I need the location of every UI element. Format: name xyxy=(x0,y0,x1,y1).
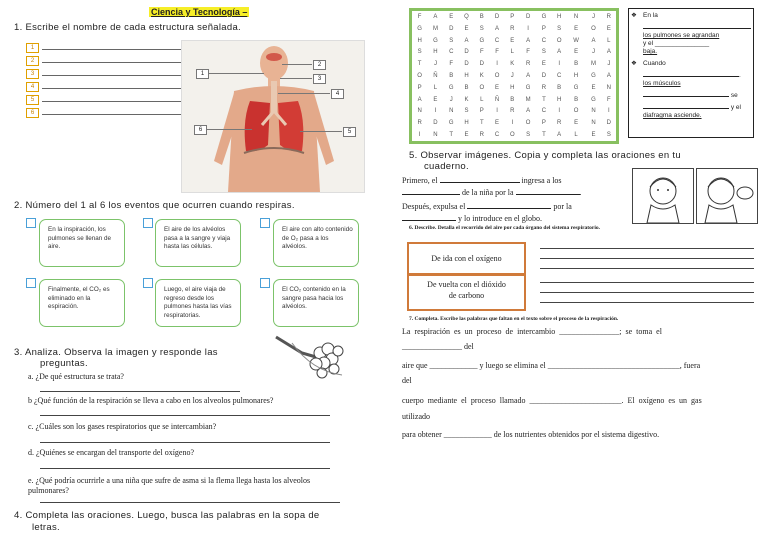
answer-line-3d[interactable] xyxy=(40,468,330,469)
word-search-letter[interactable]: R xyxy=(541,84,547,91)
note-text: En la xyxy=(643,12,658,19)
word-search-letter[interactable]: S xyxy=(526,132,531,139)
order-checkbox-1[interactable] xyxy=(26,218,36,228)
word-search-letter[interactable]: I xyxy=(434,108,437,115)
word-search-letter[interactable]: E xyxy=(510,37,515,44)
answer-line-3a[interactable] xyxy=(40,391,240,392)
word-search-letter[interactable]: I xyxy=(608,108,610,115)
label-1: 1 xyxy=(196,69,209,79)
note-text: se xyxy=(730,92,738,99)
word-search-letter[interactable]: E xyxy=(574,120,579,127)
number-badge: 4 xyxy=(26,82,39,92)
word-search-letter[interactable]: D xyxy=(525,13,531,20)
word-search-letter[interactable]: K xyxy=(464,96,469,103)
question-5-prompt-cont: cuaderno. xyxy=(424,161,469,172)
diamond-bullet-icon: ❖ xyxy=(631,60,637,67)
word-search-letter[interactable]: I xyxy=(418,132,421,139)
word-search-letter[interactable]: K xyxy=(479,72,484,79)
word-search-row xyxy=(412,129,616,141)
word-search-letter[interactable]: O xyxy=(509,132,515,139)
word-search-letter[interactable]: I xyxy=(496,61,498,68)
word-search-letter[interactable]: S xyxy=(417,49,422,56)
word-search-row xyxy=(412,58,616,70)
word-search-letter[interactable]: E xyxy=(433,96,438,103)
word-search-letter[interactable]: O xyxy=(556,37,562,44)
word-search-letter[interactable]: N xyxy=(591,120,596,127)
word-search-letter[interactable]: F xyxy=(526,49,530,56)
word-search-letter[interactable]: W xyxy=(573,37,579,44)
word-search-letter[interactable]: N xyxy=(591,108,596,115)
answer-line-6-3[interactable] xyxy=(540,268,754,269)
word-search-letter[interactable]: I xyxy=(558,108,561,115)
word-search-letter[interactable]: H xyxy=(510,84,515,91)
word-search-letter[interactable]: B xyxy=(574,61,579,68)
event-card-3: El aire con alto contenido de O₂ pasa a los alvéolos. xyxy=(273,219,359,267)
word-search-letter[interactable]: B xyxy=(557,84,562,91)
word-search-letter[interactable]: R xyxy=(510,108,515,115)
word-search-letter[interactable]: D xyxy=(494,13,500,20)
word-search-letter[interactable]: H xyxy=(573,72,579,79)
word-search-letter[interactable]: E xyxy=(464,25,469,32)
word-search-letter[interactable]: J xyxy=(433,61,437,68)
word-search-letter[interactable]: M xyxy=(525,96,531,103)
word-search-letter[interactable]: R xyxy=(479,132,484,139)
word-search-letter[interactable]: B xyxy=(574,96,579,103)
order-checkbox-6[interactable] xyxy=(260,278,270,288)
question-3b: b ¿Qué función de la respiración se lleva a cabo en los alveolos pulmonares? xyxy=(28,396,274,405)
number-badge: 1 xyxy=(26,43,39,53)
word-search-letter[interactable]: T xyxy=(542,96,546,103)
word-search-letter[interactable]: R xyxy=(525,61,531,68)
label-2: 2 xyxy=(313,60,326,70)
word-search-letter[interactable]: N xyxy=(449,108,454,115)
word-search-letter[interactable]: P xyxy=(417,84,422,91)
sentence-2b xyxy=(402,214,542,223)
word-search-letter[interactable]: G xyxy=(433,37,438,44)
word-search-letter[interactable]: D xyxy=(606,120,612,127)
answer-list-q1 xyxy=(26,43,186,123)
word-search-row xyxy=(412,11,616,23)
word-search-letter[interactable]: R xyxy=(606,13,612,20)
word-search-row xyxy=(412,94,616,106)
word-search-letter[interactable]: J xyxy=(592,49,596,56)
box-text: de carbono xyxy=(448,291,485,300)
answer-line-6-6[interactable] xyxy=(540,302,754,303)
word-search-letter[interactable]: A xyxy=(557,49,562,56)
word-search-letter[interactable]: G xyxy=(541,13,547,20)
sentence-text: Después, expulsa el xyxy=(402,202,466,211)
question-3-prompt: 3. Analiza. Observa la imagen y responde las xyxy=(14,347,218,358)
word-search-letter[interactable]: J xyxy=(449,96,453,103)
order-checkbox-5[interactable] xyxy=(143,278,153,288)
word-search-letter[interactable]: E xyxy=(591,84,596,91)
word-search-letter[interactable]: Ñ xyxy=(433,72,438,79)
word-search-letter[interactable]: F xyxy=(495,49,499,56)
question-4-prompt: 4. Completa las oraciones. Luego, busca las palabras en la sopa de xyxy=(14,510,320,521)
word-search-letter[interactable]: A xyxy=(495,25,500,32)
word-search-letter[interactable]: E xyxy=(495,120,500,127)
number-badge: 3 xyxy=(26,69,39,79)
word-search-letter[interactable]: I xyxy=(511,120,514,127)
question-3d: d. ¿Quiénes se encargan del transporte del oxígeno? xyxy=(28,448,195,457)
word-search-letter[interactable]: E xyxy=(606,25,611,32)
sentence-text: por la xyxy=(553,202,572,211)
word-search-letter[interactable]: T xyxy=(449,132,454,139)
word-search-letter[interactable]: S xyxy=(479,25,484,32)
order-checkbox-2[interactable] xyxy=(143,218,153,228)
human-torso-icon xyxy=(182,41,364,192)
blank-line[interactable] xyxy=(402,220,456,221)
number-badge: 5 xyxy=(26,95,39,105)
word-search-letter[interactable]: G xyxy=(448,84,454,91)
word-search-letter[interactable]: C xyxy=(541,108,547,115)
word-search-letter[interactable]: P xyxy=(541,120,546,127)
word-search-letter[interactable]: G xyxy=(448,120,454,127)
event-card-1: En la inspiración, los pulmones se llenan de aire. xyxy=(39,219,125,267)
word-search-letter[interactable]: S xyxy=(606,132,611,139)
word-search-letter[interactable]: A xyxy=(433,13,438,20)
blank-line[interactable] xyxy=(643,100,729,109)
answer-line-3b[interactable] xyxy=(40,415,330,416)
word-search-letter[interactable]: D xyxy=(541,72,547,79)
sentence-text: Primero, el xyxy=(402,176,438,185)
event-card-5: Luego, el aire viaja de regreso desde los pulmones hasta las vías respiratorias. xyxy=(155,279,241,327)
word-search-letter[interactable]: J xyxy=(510,72,514,79)
note-text: diafragma asciende. xyxy=(643,112,702,119)
order-checkbox-3[interactable] xyxy=(260,218,270,228)
answer-line-6-1[interactable] xyxy=(540,248,754,249)
fill-text-line-3[interactable]: aire que ____________ y luego se elimina el _________________________________, fuera xyxy=(402,361,701,370)
sentence-1a xyxy=(402,176,562,185)
word-search-letter[interactable]: Ñ xyxy=(494,96,500,103)
word-search-letter[interactable]: E xyxy=(449,13,454,20)
blank-line[interactable] xyxy=(643,88,729,97)
answer-row-6[interactable] xyxy=(26,108,186,118)
word-search-letter[interactable]: T xyxy=(417,61,422,68)
label-4: 4 xyxy=(331,89,344,99)
word-search-letter[interactable]: S xyxy=(541,49,546,56)
word-search-letter[interactable]: B xyxy=(464,84,469,91)
question-3c: c. ¿Cuáles son los gases respiratorios que se intercambian? xyxy=(28,422,217,431)
page-title: Ciencia y Tecnología – xyxy=(151,7,248,17)
number-badge: 6 xyxy=(26,108,39,118)
note-text: y el _______________ xyxy=(643,40,710,47)
word-search-letter[interactable]: P xyxy=(479,108,484,115)
question-2-prompt: 2. Número del 1 al 6 los eventos que ocurren cuando respiras. xyxy=(14,200,295,211)
word-search-letter[interactable]: P xyxy=(541,25,546,32)
girl-face-icon xyxy=(633,169,693,223)
question-3e-cont: pulmonares? xyxy=(28,486,69,495)
word-search-letter[interactable]: A xyxy=(526,37,531,44)
question-3e: e. ¿Qué podría ocurrirle a una niña que sufre de asma si la flema llega hasta los alveolos xyxy=(28,476,311,485)
word-search-letter[interactable]: N xyxy=(417,108,422,115)
sentence-2a xyxy=(402,202,572,211)
word-search-letter[interactable]: G xyxy=(525,84,531,91)
fill-text-line-2[interactable]: _______________ del xyxy=(402,342,474,351)
answer-row-1[interactable] xyxy=(26,43,186,53)
event-card-4: Finalmente, el CO₂ es eliminado en la espiración. xyxy=(39,279,125,327)
label-5: 5 xyxy=(343,127,356,137)
word-search-letter[interactable]: L xyxy=(433,84,438,91)
word-search-letter[interactable]: N xyxy=(606,84,612,91)
question-7-prompt: 7. Completa. Escribe las palabras que faltan en el texto sobre el proceso de la respiración. xyxy=(409,316,619,322)
order-checkbox-4[interactable] xyxy=(26,278,36,288)
blank-line[interactable] xyxy=(402,194,460,195)
word-search-letter[interactable]: H xyxy=(433,49,438,56)
fill-text-line-5[interactable]: cuerpo mediante el proceso llamado _______________________. El oxígeno es un gas xyxy=(402,396,702,405)
fill-text-line-1[interactable]: La respiración es un proceso de intercambio _______________; se toma el xyxy=(402,327,662,336)
word-search-letter[interactable]: H xyxy=(464,72,469,79)
word-search-letter[interactable]: M xyxy=(591,61,597,68)
blank-line[interactable] xyxy=(516,194,580,195)
question-1-prompt: 1. Escribe el nombre de cada estructura señalada. xyxy=(14,22,241,33)
breathing-notes-box xyxy=(628,8,754,138)
answer-row-4[interactable] xyxy=(26,82,186,92)
word-search-letter[interactable]: B xyxy=(449,72,454,79)
word-search-letter[interactable]: L xyxy=(574,132,578,139)
word-search-letter[interactable]: F xyxy=(417,13,422,20)
word-search-letter[interactable]: A xyxy=(417,96,422,103)
word-search-row xyxy=(412,82,616,94)
answer-row-3[interactable] xyxy=(26,69,186,79)
blank-line[interactable] xyxy=(467,208,551,209)
word-search-letter[interactable]: I xyxy=(558,61,561,68)
word-search-letter[interactable]: A xyxy=(526,72,531,79)
word-search-letter[interactable]: A xyxy=(606,49,611,56)
diamond-bullet-icon: ❖ xyxy=(631,12,637,19)
word-search-letter[interactable]: H xyxy=(557,13,562,20)
word-search-letter[interactable]: S xyxy=(557,25,562,32)
number-badge: 2 xyxy=(26,56,39,66)
word-search-letter[interactable]: G xyxy=(479,37,485,44)
answer-line-6-5[interactable] xyxy=(540,292,754,293)
answer-row-5[interactable] xyxy=(26,95,186,105)
word-search-letter[interactable]: R xyxy=(510,25,515,32)
box-text: De vuelta con el dióxido xyxy=(427,280,506,289)
box-exhalation-path xyxy=(407,273,526,311)
question-4-prompt-cont: letras. xyxy=(32,522,60,533)
label-6: 6 xyxy=(194,125,207,135)
question-5-prompt: 5. Observar imágenes. Copia y completa las oraciones en tu xyxy=(409,150,681,161)
word-search-letter[interactable]: T xyxy=(479,120,484,127)
alveoli-image xyxy=(272,331,350,381)
word-search-letter[interactable]: D xyxy=(464,61,469,68)
word-search-letter[interactable]: O xyxy=(479,84,485,91)
word-search-letter[interactable]: G xyxy=(573,84,579,91)
word-search-letter[interactable]: A xyxy=(464,37,469,44)
word-search-letter[interactable]: G xyxy=(417,25,422,32)
sentence-text: y lo introduce en el globo. xyxy=(458,214,542,223)
word-search-letter[interactable]: N xyxy=(573,13,579,20)
answer-line-3c[interactable] xyxy=(40,442,330,443)
respiratory-system-image xyxy=(181,40,365,193)
word-search-letter[interactable]: H xyxy=(417,37,422,44)
blank-line[interactable] xyxy=(643,68,739,77)
word-search-letter[interactable]: E xyxy=(541,61,546,68)
label-3: 3 xyxy=(313,74,326,84)
word-search-letter[interactable]: C xyxy=(494,37,500,44)
word-search-letter[interactable]: O xyxy=(494,72,500,79)
fill-text-line-4: del xyxy=(402,376,412,385)
word-search-letter[interactable]: E xyxy=(574,49,579,56)
answer-line-3e[interactable] xyxy=(40,502,340,503)
word-search-letter[interactable]: K xyxy=(510,61,515,68)
word-search-letter[interactable]: L xyxy=(510,49,514,56)
sentence-text: de la niña por la xyxy=(462,188,514,197)
sentence-1b: de la niña por la . xyxy=(402,188,582,197)
girl-balloon-icon xyxy=(697,169,757,223)
word-search-row xyxy=(412,35,616,47)
word-search-table xyxy=(412,11,616,141)
word-search-letter[interactable]: D xyxy=(433,120,438,127)
word-search-letter[interactable]: F xyxy=(607,96,611,103)
word-search-letter[interactable]: H xyxy=(464,120,469,127)
word-search-letter[interactable]: M xyxy=(432,25,438,32)
word-search-row xyxy=(412,117,616,129)
word-search-letter[interactable]: B xyxy=(479,13,484,20)
word-search-letter[interactable]: J xyxy=(607,61,611,68)
question-3-prompt-cont: preguntas. xyxy=(40,358,88,369)
word-search-letter[interactable]: F xyxy=(479,49,484,56)
note-exhalation: ❖ Cuando . los músculos se y el diafragma asciende. xyxy=(631,60,741,119)
word-search-letter[interactable]: S xyxy=(464,108,469,115)
word-search-letter[interactable]: O xyxy=(573,108,579,115)
word-search-letter[interactable]: T xyxy=(542,132,546,139)
word-search-letter[interactable]: C xyxy=(494,132,500,139)
note-text: los pulmones se agrandan xyxy=(643,32,720,39)
blank-line[interactable] xyxy=(440,182,520,183)
word-search-letter[interactable]: I xyxy=(527,25,529,32)
word-search-letter[interactable]: F xyxy=(449,61,454,68)
word-search-letter[interactable]: C xyxy=(541,37,547,44)
word-search-letter[interactable]: O xyxy=(525,120,531,127)
word-search-letter[interactable]: J xyxy=(592,13,596,20)
word-search-letter[interactable]: H xyxy=(557,96,562,103)
word-search-letter[interactable]: G xyxy=(591,96,596,103)
word-search-letter[interactable]: P xyxy=(510,13,515,20)
word-search-letter[interactable]: S xyxy=(449,37,454,44)
word-search-letter[interactable]: A xyxy=(526,108,531,115)
word-search-letter[interactable]: E xyxy=(495,84,500,91)
question-6-prompt: 6. Describe. Detalla el recorrido del aire por cada órgano del sistema respiratorio. xyxy=(409,225,600,231)
word-search-row xyxy=(412,106,616,118)
event-card-6: El CO₂ contenido en la sangre pasa hacia los alvéolos. xyxy=(273,279,359,327)
word-search-letter[interactable]: O xyxy=(591,25,596,32)
word-search-letter[interactable]: E xyxy=(574,25,579,32)
word-search-row xyxy=(412,46,616,58)
girl-balloon-image xyxy=(696,168,758,224)
word-search-letter[interactable]: L xyxy=(480,96,484,103)
alveoli-icon xyxy=(272,331,350,381)
blank-line[interactable] xyxy=(643,20,751,29)
note-text: Cuando xyxy=(643,60,666,67)
word-search-letter[interactable]: R xyxy=(417,120,422,127)
answer-line-6-2[interactable] xyxy=(540,258,754,259)
note-text: baja. xyxy=(643,48,658,55)
word-search-letter[interactable]: C xyxy=(557,72,562,79)
fill-text-line-7[interactable]: para obtener ____________ de los nutrientes obtenidos por el sistema digestivo. xyxy=(402,430,660,439)
sentence-text: ingresa a los xyxy=(521,176,562,185)
box-inhalation-path: De ida con el oxígeno xyxy=(407,242,526,276)
event-card-2: El aire de los alvéolos pasa a la sangre y viaja hasta las células. xyxy=(155,219,241,267)
word-search-letter[interactable]: O xyxy=(417,72,422,79)
answer-line-6-4[interactable] xyxy=(540,282,754,283)
note-text: los músculos xyxy=(643,80,681,87)
question-3a: a. ¿De qué estructura se trata? xyxy=(28,372,124,381)
word-search-letter[interactable]: G xyxy=(591,72,596,79)
word-search-letter[interactable]: A xyxy=(591,37,596,44)
word-search-letter[interactable]: B xyxy=(510,96,515,103)
word-search-row xyxy=(412,70,616,82)
word-search-letter[interactable]: E xyxy=(591,132,596,139)
fill-text-line-6: utilizado xyxy=(402,412,430,421)
word-search-row xyxy=(412,23,616,35)
word-search-letter[interactable]: N xyxy=(433,132,438,139)
word-search-letter[interactable]: D xyxy=(479,61,484,68)
word-search-letter[interactable]: D xyxy=(449,25,454,32)
word-search-letter[interactable]: D xyxy=(464,49,469,56)
answer-row-2[interactable] xyxy=(26,56,186,66)
note-text: y el xyxy=(730,104,741,111)
word-search-letter[interactable]: L xyxy=(607,37,611,44)
girl-inhaling-image xyxy=(632,168,694,224)
word-search-letter[interactable]: Q xyxy=(464,13,469,20)
word-search-letter[interactable]: A xyxy=(557,132,562,139)
word-search-grid[interactable] xyxy=(409,8,619,144)
word-search-letter[interactable]: R xyxy=(557,120,562,127)
word-search-letter[interactable]: I xyxy=(496,108,498,115)
note-inhalation xyxy=(631,12,749,56)
word-search-letter[interactable]: E xyxy=(464,132,469,139)
word-search-letter[interactable]: A xyxy=(606,72,611,79)
word-search-letter[interactable]: C xyxy=(449,49,454,56)
